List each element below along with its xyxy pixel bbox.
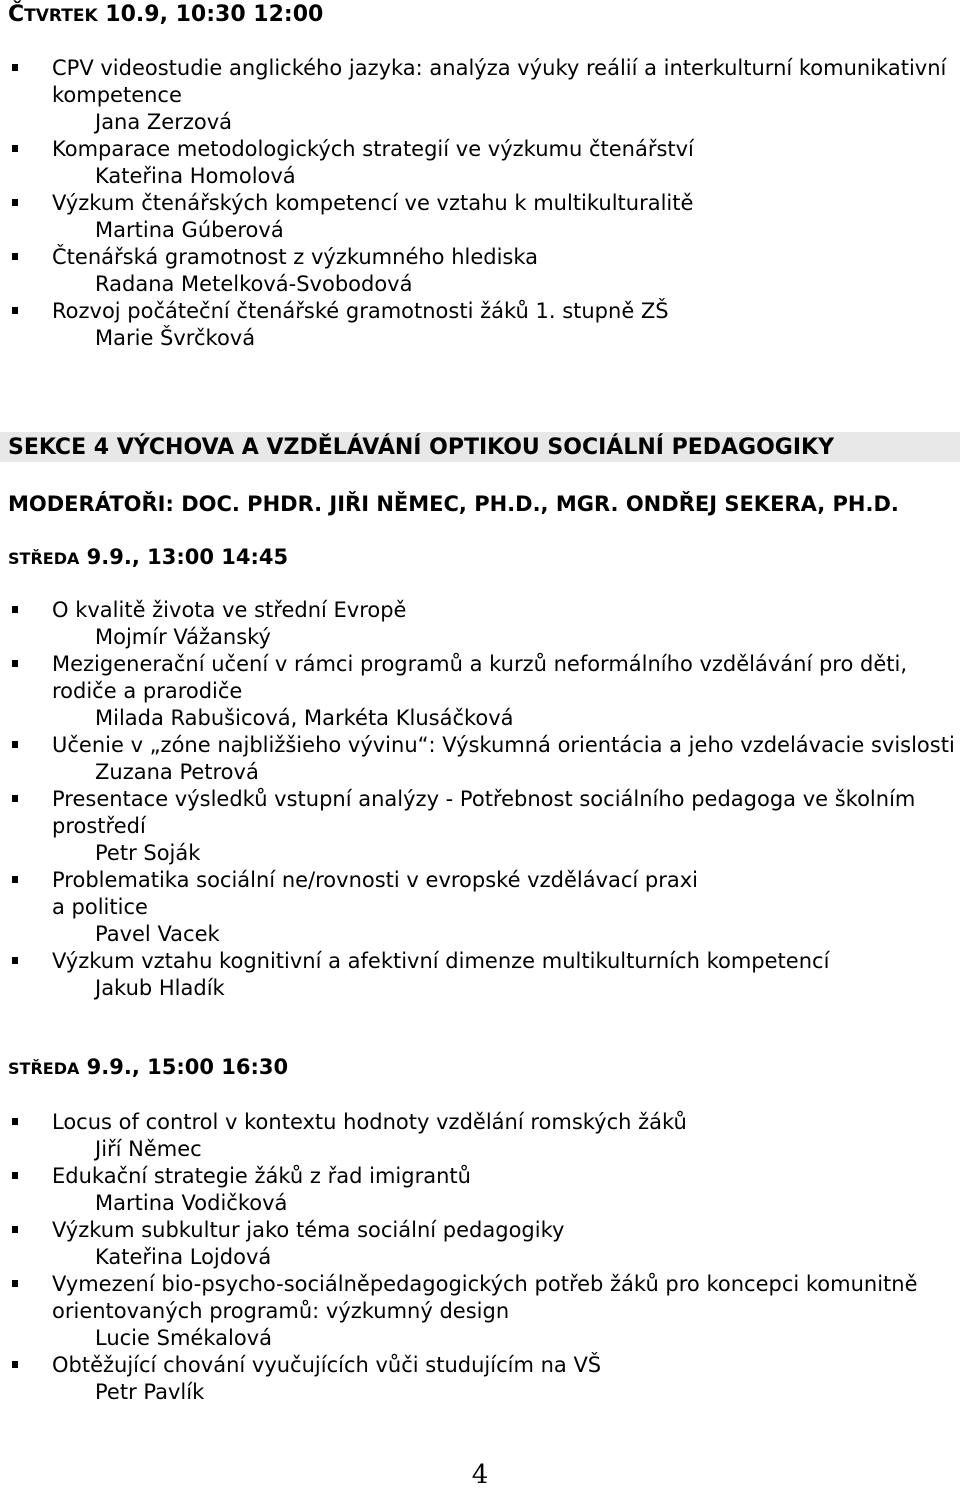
talk-author: Marie Švrčková — [95, 326, 256, 350]
talk-item — [0, 1271, 960, 1352]
square-bullet-icon — [12, 795, 18, 802]
section-title: SEKCE 4 VÝCHOVA A VZDĚLÁVÁNÍ OPTIKOU SOCIÁLNÍ PEDAGOGIKY — [8, 435, 835, 460]
talk-item — [0, 597, 960, 651]
talk-author: Petr Pavlík — [95, 1380, 205, 1404]
talk-list-wednesday-1 — [0, 597, 960, 1002]
square-bullet-icon — [12, 199, 18, 206]
talk-title: Edukační strategie žáků z řad imigrantů — [52, 1164, 471, 1188]
square-bullet-icon — [12, 741, 18, 748]
square-bullet-icon — [12, 1361, 18, 1368]
talk-item — [0, 867, 960, 948]
square-bullet-icon — [12, 145, 18, 152]
talk-title: Čtenářská gramotnost z výzkumného hlediska — [52, 245, 539, 269]
talk-title: O kvalitě života ve střední Evropě — [52, 598, 407, 622]
moderators-line: MODERÁTOŘI: DOC. PHDR. JIŘI NĚMEC, PH.D., MGR. ONDŘEJ SEKERA, PH.D. — [8, 492, 899, 516]
talk-author: Jiří Němec — [95, 1137, 202, 1161]
square-bullet-icon — [12, 1280, 18, 1287]
square-bullet-icon — [12, 307, 18, 314]
talk-author: Martina Vodičková — [95, 1191, 288, 1215]
talk-item — [0, 1352, 960, 1406]
talk-author: Kateřina Homolová — [95, 164, 296, 188]
talk-title: Rozvoj počáteční čtenářské gramotnosti žáků 1. stupně ZŠ — [52, 299, 669, 323]
talk-author: Martina Gúberová — [95, 218, 284, 242]
heading-time: 10.9, 10:30 12:00 — [105, 2, 324, 27]
talk-item — [0, 1163, 960, 1217]
talk-title: Výzkum vztahu kognitivní a afektivní dimenze multikulturních kompetencí — [52, 949, 830, 973]
talk-list-thursday — [0, 55, 960, 352]
talk-title: Výzkum čtenářských kompetencí ve vztahu k multikulturalitě — [52, 191, 694, 215]
square-bullet-icon — [12, 606, 18, 613]
talk-item — [0, 1217, 960, 1271]
talk-item — [0, 244, 960, 298]
heading-time: 9.9., 15:00 16:30 — [86, 1055, 289, 1079]
square-bullet-icon — [12, 1172, 18, 1179]
talk-author: Jana Zerzová — [95, 110, 233, 134]
talk-list-wednesday-2 — [0, 1109, 960, 1406]
heading-day: TVRTEK — [24, 6, 98, 26]
talk-item — [0, 298, 960, 352]
talk-title: Komparace metodologických strategií ve výzkumu čtenářství — [52, 137, 694, 161]
talk-item — [0, 948, 960, 1002]
talk-author: Mojmír Vážanský — [95, 625, 271, 649]
square-bullet-icon — [12, 957, 18, 964]
square-bullet-icon — [12, 64, 18, 71]
talk-item — [0, 732, 960, 786]
session-heading-thursday — [8, 2, 323, 29]
talk-title: Vymezení bio-psycho-sociálněpedagogických potřeb žáků pro koncepci komunitně orientovaných programů: výzkumný design — [52, 1272, 925, 1323]
heading-day: STŘEDA — [8, 549, 80, 568]
talk-author: Petr Soják — [95, 841, 201, 865]
talk-author: Kateřina Lojdová — [95, 1245, 272, 1269]
talk-author: Lucie Smékalová — [95, 1326, 272, 1350]
talk-title: Obtěžující chování vyučujících vůči studujícím na VŠ — [52, 1353, 602, 1377]
page-number: 4 — [471, 1460, 489, 1490]
talk-author: Zuzana Petrová — [95, 760, 259, 784]
square-bullet-icon — [12, 876, 18, 883]
square-bullet-icon — [12, 253, 18, 260]
talk-title: Výzkum subkultur jako téma sociální pedagogiky — [52, 1218, 565, 1242]
talk-title: CPV videostudie anglického jazyka: analýza výuky reálií a interkulturní komunikativní kompetence — [52, 56, 954, 107]
square-bullet-icon — [12, 1118, 18, 1125]
talk-author: Radana Metelková-Svobodová — [95, 272, 413, 296]
square-bullet-icon — [12, 1226, 18, 1233]
talk-item — [0, 136, 960, 190]
talk-title: Mezigenerační učení v rámci programů a kurzů neformálního vzdělávání pro děti, rodiče a prarodiče — [52, 652, 914, 703]
session-heading-wednesday-2 — [8, 1055, 288, 1079]
talk-author: Pavel Vacek — [95, 922, 220, 946]
talk-title: Presentace výsledků vstupní analýzy - Potřebnost sociálního pedagoga ve školním prostředí — [52, 787, 923, 838]
talk-item — [0, 55, 960, 136]
talk-author: Milada Rabušicová, Markéta Klusáčková — [95, 706, 514, 730]
heading-day: STŘEDA — [8, 1059, 80, 1078]
square-bullet-icon — [12, 660, 18, 667]
talk-title: Locus of control v kontextu hodnoty vzdělání romských žáků — [52, 1110, 687, 1134]
talk-item — [0, 1109, 960, 1163]
talk-title: Problematika sociální ne/rovnosti v evropské vzdělávací praxi a politice — [52, 868, 699, 919]
talk-item — [0, 651, 960, 732]
session-heading-wednesday-1 — [8, 545, 288, 569]
talk-author: Jakub Hladík — [95, 976, 225, 1000]
heading-time: 9.9., 13:00 14:45 — [86, 545, 289, 569]
talk-item — [0, 190, 960, 244]
talk-title: Učenie v „zóne najbližšieho vývinu“: Výskumná orientácia a jeho vzdelávacie svislosti — [52, 733, 955, 757]
heading-day-cap: Č — [8, 2, 25, 27]
talk-item — [0, 786, 960, 867]
